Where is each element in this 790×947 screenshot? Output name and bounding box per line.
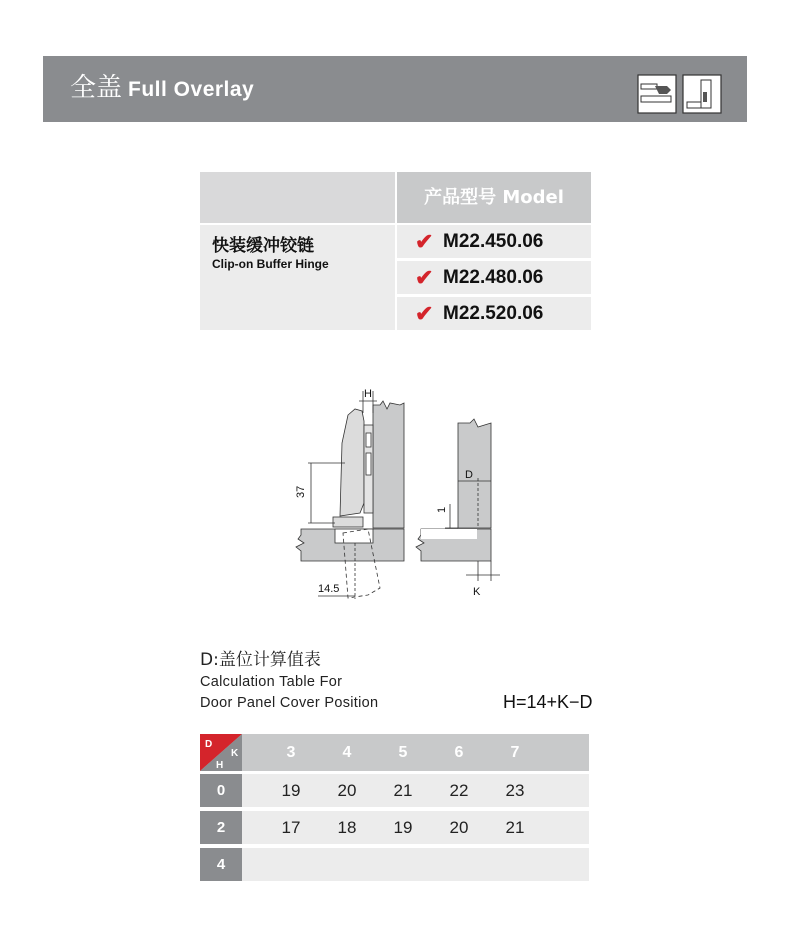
section-title-en: Full Overlay xyxy=(128,78,255,101)
dim-label-1: 1 xyxy=(436,506,448,513)
table-cell: 17 xyxy=(281,818,301,837)
calc-title-cn: D:盖位计算值表 xyxy=(200,650,321,670)
corner-cell xyxy=(200,734,242,771)
dim-label-14-5: 14.5 xyxy=(318,583,340,595)
dim-label-h: H xyxy=(364,388,372,400)
h-value-cell: 2 xyxy=(200,811,242,844)
h-value-cell: 0 xyxy=(200,774,242,807)
model-code: M22.450.06 xyxy=(443,231,544,252)
h-value-cell: 4 xyxy=(200,848,242,881)
table-cell: 19 xyxy=(393,818,413,837)
section-header xyxy=(43,56,747,122)
check-icon: ✔ xyxy=(415,301,434,326)
k-value-header: 6 xyxy=(454,744,464,761)
table-cell: 21 xyxy=(505,818,525,837)
table-cell: 23 xyxy=(505,781,525,800)
calc-title-en-line2: Door Panel Cover Position xyxy=(200,695,379,711)
section-title xyxy=(70,70,254,108)
k-value-header: 7 xyxy=(510,744,520,761)
model-row xyxy=(397,261,591,294)
header-icons xyxy=(637,74,727,114)
product-name-en: Clip-on Buffer Hinge xyxy=(212,257,329,271)
table-cell: 22 xyxy=(449,781,469,800)
table-row xyxy=(200,774,589,807)
k-value-header: 4 xyxy=(342,744,352,761)
calc-title-en-line1: Calculation Table For xyxy=(200,674,343,690)
table-cell: 21 xyxy=(393,781,413,800)
model-table-header: 产品型号 Model xyxy=(397,172,591,223)
calc-table xyxy=(200,734,589,881)
table-cell: 18 xyxy=(337,818,357,837)
cabinet-side-icon xyxy=(683,75,721,113)
corner-label-h: H xyxy=(216,760,224,771)
dim-label-37: 37 xyxy=(295,485,307,498)
product-name-cn: 快装缓冲铰链 xyxy=(212,236,314,256)
calc-formula: H=14+K−D xyxy=(503,692,593,712)
model-row xyxy=(397,225,591,258)
table-row xyxy=(200,848,589,881)
table-row xyxy=(200,811,589,844)
model-code: M22.480.06 xyxy=(443,267,544,288)
dim-label-k: K xyxy=(473,586,481,598)
calc-table-header xyxy=(200,734,589,771)
k-value-header: 5 xyxy=(398,744,408,761)
corner-label-d: D xyxy=(205,739,213,750)
product-name-cell xyxy=(200,225,395,330)
dim-label-d: D xyxy=(465,469,473,481)
table-cell: 19 xyxy=(281,781,301,800)
section-title-cn: 全盖 xyxy=(70,73,123,103)
table-cell: 20 xyxy=(449,818,469,837)
model-table-header-blank xyxy=(200,172,395,223)
table-cell: 20 xyxy=(337,781,357,800)
hinge-dimension-drawing xyxy=(280,383,510,618)
overlay-hinge-icon xyxy=(638,75,676,113)
corner-label-k: K xyxy=(231,748,239,759)
k-value-header: 3 xyxy=(286,744,296,761)
check-icon: ✔ xyxy=(415,265,434,290)
model-row xyxy=(397,297,591,330)
model-code: M22.520.06 xyxy=(443,303,544,324)
check-icon: ✔ xyxy=(415,229,434,254)
